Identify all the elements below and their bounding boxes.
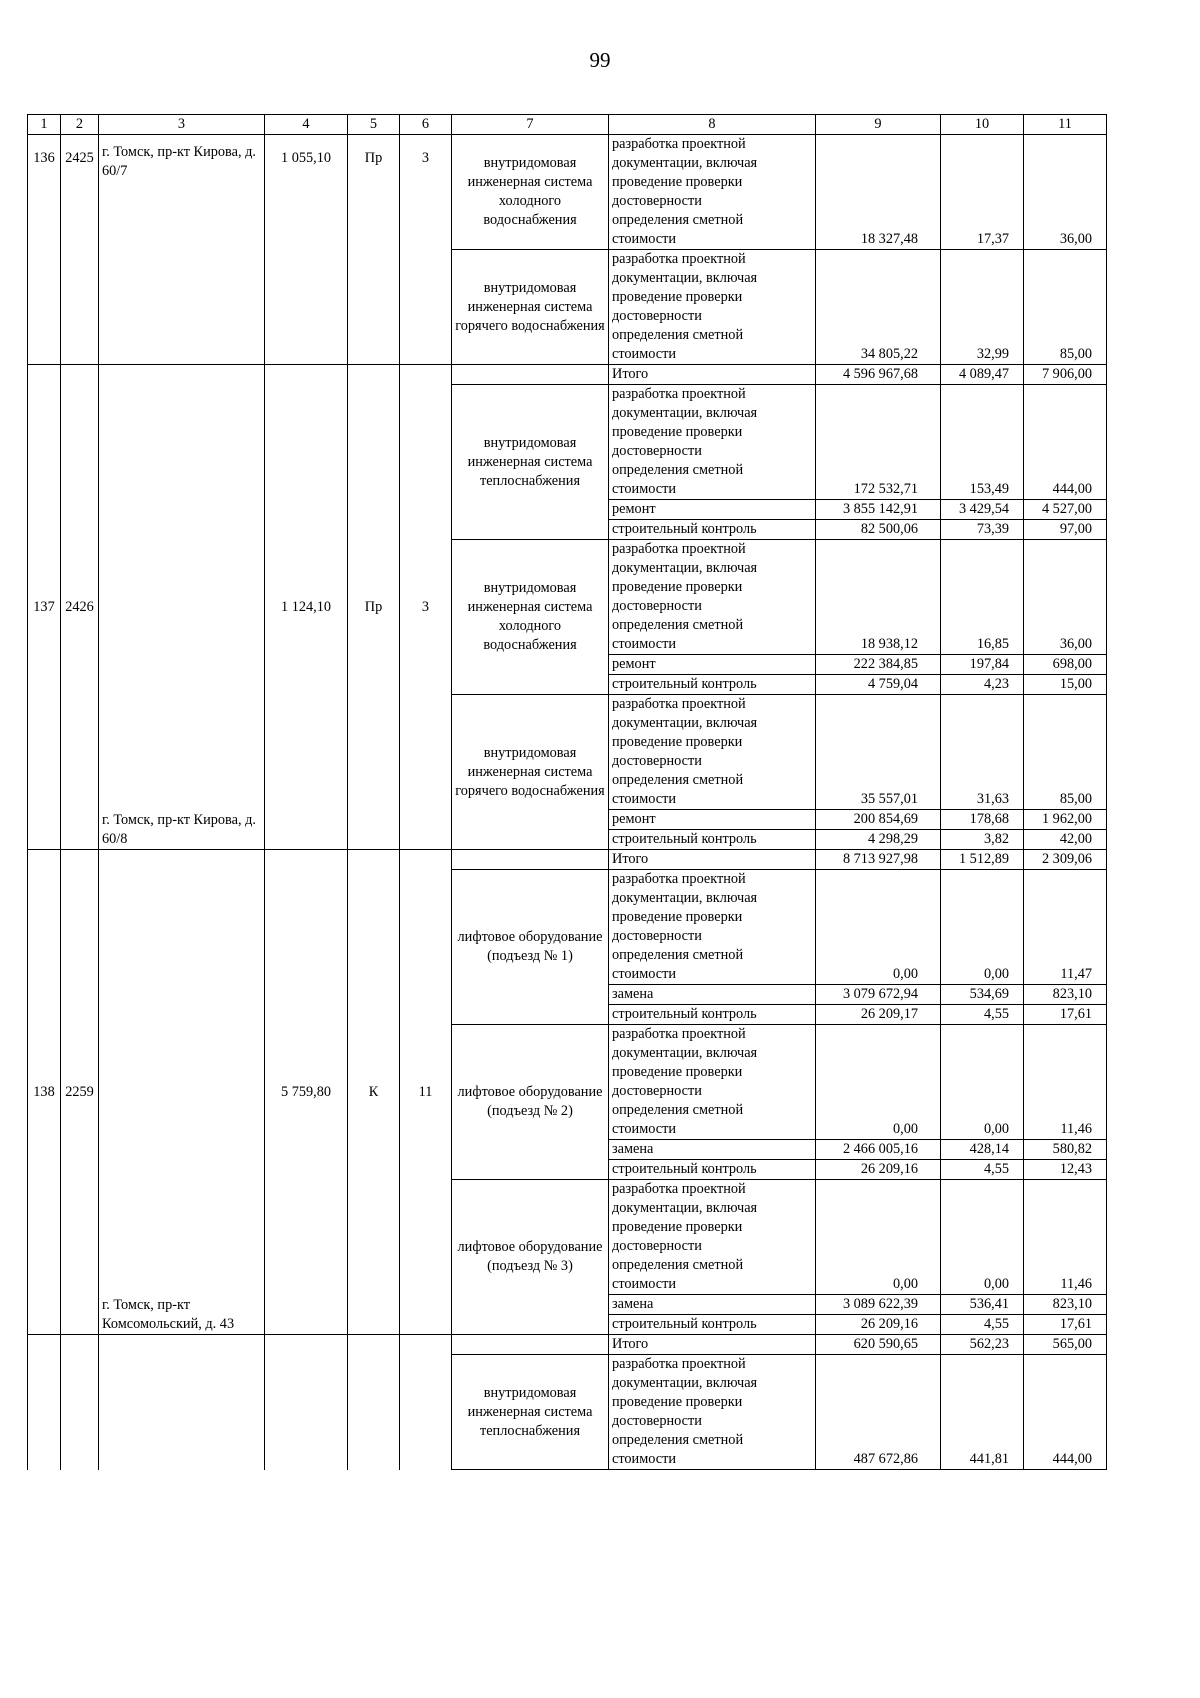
row-number: 136	[28, 135, 61, 365]
work-type-design-line: разработка проектной	[612, 1026, 746, 1042]
work-type-design	[609, 695, 816, 810]
work-type-design-line: стоимости	[612, 1121, 677, 1137]
work-type-design-line: проведение проверки	[612, 424, 743, 440]
empty-cell	[99, 1335, 265, 1470]
cost-per-sqm: 17,37	[941, 135, 1024, 250]
work-type-design-line: определения сметной	[612, 1432, 744, 1448]
work-type-design-line: документации, включая	[612, 405, 758, 421]
work-type-design	[609, 1355, 816, 1470]
cost-total: 2 466 005,16	[816, 1140, 941, 1160]
cost-total: 0,00	[816, 870, 941, 985]
house-area: 5 759,80	[265, 850, 348, 1335]
cost-limit: 11,47	[1024, 870, 1107, 985]
cost-limit: 580,82	[1024, 1140, 1107, 1160]
house-area: 1 055,10	[265, 135, 348, 365]
cost-limit: 444,00	[1024, 1355, 1107, 1470]
work-type-design-line: стоимости	[612, 791, 677, 807]
work-type-design-line: определения сметной	[612, 462, 744, 478]
work-type-design-line: определения сметной	[612, 947, 744, 963]
cost-total: 26 209,16	[816, 1160, 941, 1180]
empty-cell	[452, 1335, 609, 1355]
cost-total: 3 079 672,94	[816, 985, 941, 1005]
cost-limit: 4 527,00	[1024, 500, 1107, 520]
cost-per-sqm: 536,41	[941, 1295, 1024, 1315]
total-label: Итого	[609, 365, 816, 385]
system-name: внутридомовая инженерная система холодного водоснабжения	[452, 135, 609, 250]
cost-limit: 85,00	[1024, 695, 1107, 810]
cost-total: 4 596 967,68	[816, 365, 941, 385]
header-cell: 1	[28, 115, 61, 135]
cost-per-sqm: 4,55	[941, 1160, 1024, 1180]
system-name: внутридомовая инженерная система горячего водоснабжения	[452, 250, 609, 365]
cost-per-sqm: 3 429,54	[941, 500, 1024, 520]
cost-limit: 823,10	[1024, 1295, 1107, 1315]
system-name: внутридомовая инженерная система холодного водоснабжения	[452, 540, 609, 695]
cost-per-sqm: 441,81	[941, 1355, 1024, 1470]
cost-limit: 2 309,06	[1024, 850, 1107, 870]
header-cell: 4	[265, 115, 348, 135]
empty-cell	[348, 1335, 400, 1470]
work-type-design-line: документации, включая	[612, 890, 758, 906]
work-type-design-line: документации, включая	[612, 1375, 758, 1391]
cost-limit: 17,61	[1024, 1315, 1107, 1335]
header-cell: 11	[1024, 115, 1107, 135]
header-cell: 5	[348, 115, 400, 135]
cost-per-sqm: 197,84	[941, 655, 1024, 675]
house-type: Пр	[348, 135, 400, 365]
work-type-design-line: разработка проектной	[612, 386, 746, 402]
cost-limit: 12,43	[1024, 1160, 1107, 1180]
header-row	[28, 115, 1107, 135]
work-type-design-line: достоверности	[612, 1413, 702, 1429]
empty-cell	[28, 1335, 61, 1470]
work-type-design-line: достоверности	[612, 443, 702, 459]
cost-limit: 444,00	[1024, 385, 1107, 500]
cost-limit: 17,61	[1024, 1005, 1107, 1025]
cost-total: 172 532,71	[816, 385, 941, 500]
cost-limit: 85,00	[1024, 250, 1107, 365]
work-type-design-line: документации, включая	[612, 1200, 758, 1216]
cost-total: 35 557,01	[816, 695, 941, 810]
work-type-design-line: документации, включая	[612, 155, 758, 171]
header-cell: 9	[816, 115, 941, 135]
work-type-control: строительный контроль	[609, 1005, 816, 1025]
work-type-design	[609, 870, 816, 985]
work-type-design-line: стоимости	[612, 1276, 677, 1292]
house-type: К	[348, 850, 400, 1335]
work-type-design-line: определения сметной	[612, 617, 744, 633]
work-type-design-line: стоимости	[612, 636, 677, 652]
cost-per-sqm: 153,49	[941, 385, 1024, 500]
cost-per-sqm: 4,55	[941, 1315, 1024, 1335]
row-number: 138	[28, 850, 61, 1335]
work-type-design-line: достоверности	[612, 928, 702, 944]
cost-per-sqm: 0,00	[941, 1025, 1024, 1140]
cost-per-sqm: 3,82	[941, 830, 1024, 850]
work-type-design-line: стоимости	[612, 346, 677, 362]
empty-cell	[452, 365, 609, 385]
cost-limit: 15,00	[1024, 675, 1107, 695]
cost-limit: 1 962,00	[1024, 810, 1107, 830]
empty-cell	[61, 1335, 99, 1470]
work-type-design-line: стоимости	[612, 481, 677, 497]
work-type-design-line: проведение проверки	[612, 579, 743, 595]
house-type: Пр	[348, 365, 400, 850]
system-name: лифтовое оборудование (подъезд № 1)	[452, 870, 609, 1025]
cost-total: 18 938,12	[816, 540, 941, 655]
work-type-design-line: проведение проверки	[612, 174, 743, 190]
cost-total: 487 672,86	[816, 1355, 941, 1470]
cost-limit: 11,46	[1024, 1025, 1107, 1140]
empty-cell	[400, 1335, 452, 1470]
cost-total: 0,00	[816, 1180, 941, 1295]
cost-per-sqm: 4,55	[941, 1005, 1024, 1025]
cost-total: 26 209,17	[816, 1005, 941, 1025]
cost-limit: 565,00	[1024, 1335, 1107, 1355]
empty-cell	[265, 1335, 348, 1470]
work-type-control: строительный контроль	[609, 675, 816, 695]
work-type-design	[609, 385, 816, 500]
work-type-design-line: стоимости	[612, 966, 677, 982]
page-number: 99	[589, 48, 611, 72]
work-type-design-line: определения сметной	[612, 212, 744, 228]
cost-total: 8 713 927,98	[816, 850, 941, 870]
cost-per-sqm: 534,69	[941, 985, 1024, 1005]
work-type-design-line: проведение проверки	[612, 909, 743, 925]
cost-limit: 11,46	[1024, 1180, 1107, 1295]
row-number: 137	[28, 365, 61, 850]
work-type-design-line: достоверности	[612, 308, 702, 324]
work-type-design-line: проведение проверки	[612, 734, 743, 750]
work-type-design-line: проведение проверки	[612, 1394, 743, 1410]
house-id: 2426	[61, 365, 99, 850]
work-type-design-line: разработка проектной	[612, 251, 746, 267]
cost-total: 26 209,16	[816, 1315, 941, 1335]
work-type-design	[609, 1180, 816, 1295]
cost-per-sqm: 73,39	[941, 520, 1024, 540]
cost-total: 620 590,65	[816, 1335, 941, 1355]
cost-total: 18 327,48	[816, 135, 941, 250]
work-type-design-line: проведение проверки	[612, 1219, 743, 1235]
cost-per-sqm: 0,00	[941, 870, 1024, 985]
work-type-design	[609, 250, 816, 365]
work-type-design-line: определения сметной	[612, 1102, 744, 1118]
work-type-design-line: определения сметной	[612, 772, 744, 788]
work-type-control: строительный контроль	[609, 520, 816, 540]
cost-per-sqm: 32,99	[941, 250, 1024, 365]
work-type-design-line: документации, включая	[612, 715, 758, 731]
work-type-design-line: достоверности	[612, 1083, 702, 1099]
work-type-design-line: документации, включая	[612, 560, 758, 576]
header-cell: 8	[609, 115, 816, 135]
cost-total: 200 854,69	[816, 810, 941, 830]
cost-limit: 698,00	[1024, 655, 1107, 675]
cost-per-sqm: 16,85	[941, 540, 1024, 655]
capital-repair-table	[27, 114, 1107, 1470]
cost-per-sqm: 178,68	[941, 810, 1024, 830]
cost-limit: 36,00	[1024, 135, 1107, 250]
work-type-design-line: разработка проектной	[612, 541, 746, 557]
total-label: Итого	[609, 1335, 816, 1355]
cost-per-sqm: 0,00	[941, 1180, 1024, 1295]
work-type-replace: замена	[609, 1295, 816, 1315]
table-row-total	[28, 1335, 1107, 1355]
house-address: г. Томск, пр-кт Комсомольский, д. 43	[99, 850, 265, 1335]
work-type-design-line: проведение проверки	[612, 1064, 743, 1080]
work-type-design-line: разработка проектной	[612, 136, 746, 152]
cost-per-sqm: 1 512,89	[941, 850, 1024, 870]
house-floors: 11	[400, 850, 452, 1335]
work-type-design-line: достоверности	[612, 753, 702, 769]
work-type-design	[609, 1025, 816, 1140]
header-cell: 6	[400, 115, 452, 135]
work-type-design-line: определения сметной	[612, 1257, 744, 1273]
work-type-replace: замена	[609, 1140, 816, 1160]
house-id: 2259	[61, 850, 99, 1335]
cost-per-sqm: 562,23	[941, 1335, 1024, 1355]
work-type-design-line: разработка проектной	[612, 871, 746, 887]
work-type-repair: ремонт	[609, 500, 816, 520]
work-type-design	[609, 135, 816, 250]
work-type-repair: ремонт	[609, 810, 816, 830]
house-id: 2425	[61, 135, 99, 365]
work-type-design-line: проведение проверки	[612, 289, 743, 305]
header-cell: 2	[61, 115, 99, 135]
house-address: г. Томск, пр-кт Кирова, д. 60/8	[99, 365, 265, 850]
table-row-total	[28, 365, 1107, 385]
work-type-control: строительный контроль	[609, 1315, 816, 1335]
header-cell: 7	[452, 115, 609, 135]
cost-per-sqm: 428,14	[941, 1140, 1024, 1160]
table-row-total	[28, 850, 1107, 870]
work-type-repair: ремонт	[609, 655, 816, 675]
cost-total: 3 855 142,91	[816, 500, 941, 520]
cost-total: 3 089 622,39	[816, 1295, 941, 1315]
system-name: внутридомовая инженерная система теплоснабжения	[452, 385, 609, 540]
system-name: лифтовое оборудование (подъезд № 2)	[452, 1025, 609, 1180]
work-type-design-line: разработка проектной	[612, 1181, 746, 1197]
cost-per-sqm: 4,23	[941, 675, 1024, 695]
work-type-design-line: разработка проектной	[612, 696, 746, 712]
system-name: внутридомовая инженерная система теплоснабжения	[452, 1355, 609, 1470]
table-row	[28, 135, 1107, 250]
cost-limit: 823,10	[1024, 985, 1107, 1005]
work-type-design-line: стоимости	[612, 1451, 677, 1467]
system-name: лифтовое оборудование (подъезд № 3)	[452, 1180, 609, 1335]
work-type-design-line: документации, включая	[612, 1045, 758, 1061]
cost-limit: 97,00	[1024, 520, 1107, 540]
work-type-control: строительный контроль	[609, 830, 816, 850]
work-type-design-line: определения сметной	[612, 327, 744, 343]
cost-total: 4 298,29	[816, 830, 941, 850]
work-type-design-line: достоверности	[612, 598, 702, 614]
cost-per-sqm: 4 089,47	[941, 365, 1024, 385]
cost-total: 82 500,06	[816, 520, 941, 540]
house-area: 1 124,10	[265, 365, 348, 850]
cost-total: 4 759,04	[816, 675, 941, 695]
work-type-replace: замена	[609, 985, 816, 1005]
total-label: Итого	[609, 850, 816, 870]
work-type-design-line: стоимости	[612, 231, 677, 247]
empty-cell	[452, 850, 609, 870]
work-type-control: строительный контроль	[609, 1160, 816, 1180]
cost-limit: 7 906,00	[1024, 365, 1107, 385]
cost-total: 34 805,22	[816, 250, 941, 365]
work-type-design-line: достоверности	[612, 1238, 702, 1254]
cost-total: 0,00	[816, 1025, 941, 1140]
house-floors: 3	[400, 365, 452, 850]
work-type-design-line: достоверности	[612, 193, 702, 209]
house-floors: 3	[400, 135, 452, 365]
work-type-design	[609, 540, 816, 655]
header-cell: 10	[941, 115, 1024, 135]
cost-limit: 36,00	[1024, 540, 1107, 655]
work-type-design-line: документации, включая	[612, 270, 758, 286]
cost-per-sqm: 31,63	[941, 695, 1024, 810]
cost-total: 222 384,85	[816, 655, 941, 675]
system-name: внутридомовая инженерная система горячего водоснабжения	[452, 695, 609, 850]
header-cell: 3	[99, 115, 265, 135]
work-type-design-line: разработка проектной	[612, 1356, 746, 1372]
house-address: г. Томск, пр-кт Кирова, д. 60/7	[99, 135, 265, 365]
cost-limit: 42,00	[1024, 830, 1107, 850]
